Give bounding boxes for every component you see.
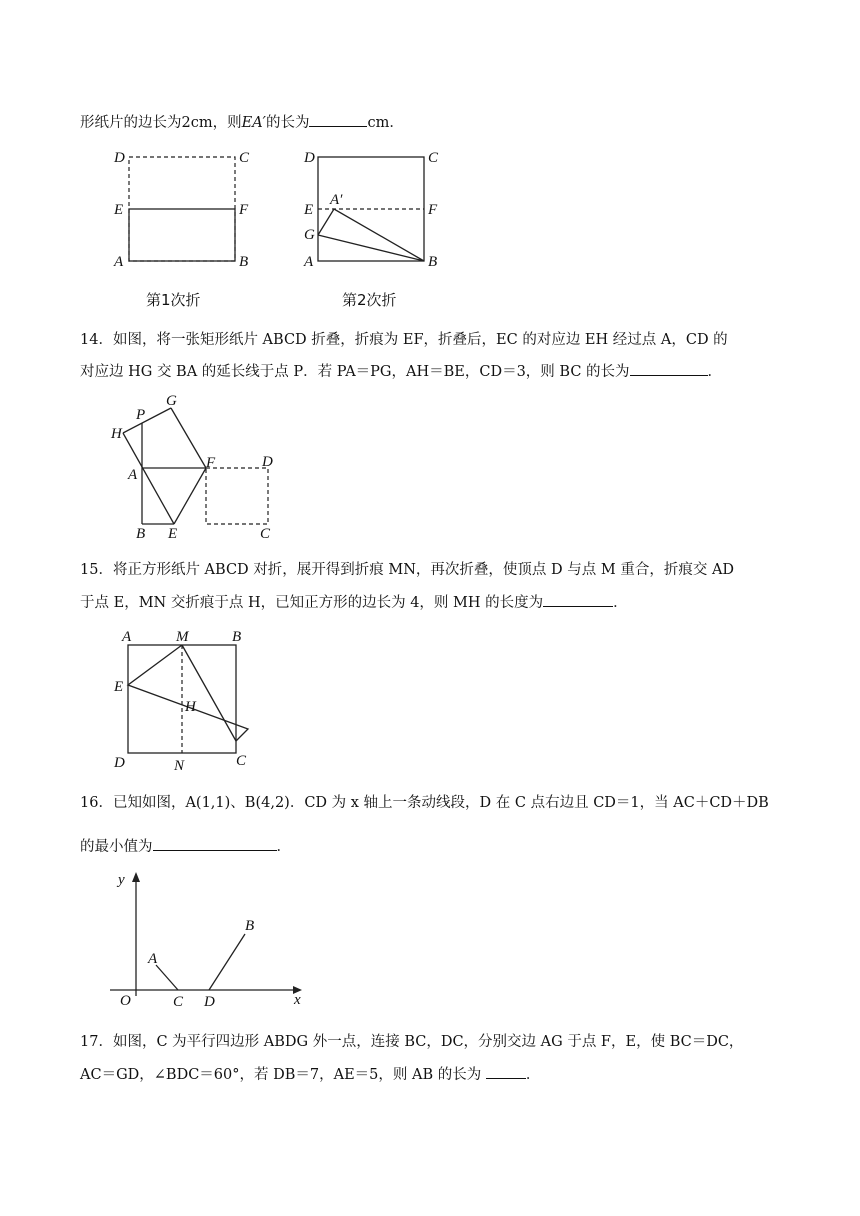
- q14-text-before: 对应边 HG 交 BA 的延长线于点 P．若 PA＝PG，AH＝BE，CD＝3，则 BC 的长为: [80, 364, 630, 380]
- q15-text-after: ．: [613, 595, 628, 611]
- q16-answer-blank[interactable]: [153, 836, 277, 851]
- q17-text-before: AC＝GD，∠BDC＝60°，若 DB＝7，AE＝5，则 AB 的长为: [80, 1067, 482, 1083]
- fig13-label-a1: A: [114, 254, 124, 270]
- q14-label-c: C: [260, 526, 271, 542]
- fig13-caption-1: 第1次折: [146, 291, 201, 309]
- fig13-rect-abfe: [129, 209, 235, 261]
- fig13-label-f1: F: [239, 202, 249, 218]
- q15-label-c: C: [236, 753, 247, 769]
- q14-label-e: E: [168, 526, 178, 542]
- q17-line-1: 17．如图，C 为平行四边形 ABDG 外一点，连接 BC，DC，分别交边 AG 于点 F，E，使 BC＝DC，: [80, 1034, 744, 1050]
- fig13-first-fold: [113, 150, 250, 309]
- fig13-label-b1: B: [239, 254, 249, 270]
- fig13-second-fold: [303, 150, 439, 309]
- q14-crease-ef: [174, 468, 206, 524]
- q16-label-o: O: [120, 993, 131, 1009]
- q14-label-h: H: [111, 426, 122, 442]
- q15-label-d: D: [114, 755, 125, 771]
- fig13-label-d1: D: [114, 150, 125, 166]
- q14-text-after: ．: [707, 364, 723, 380]
- q15-diagram: [110, 625, 270, 775]
- q14-label-g: G: [166, 393, 177, 409]
- q14-line-1: 14．如图，将一张矩形纸片 ABCD 折叠，折痕为 EF，折叠后，EC 的对应边 EH 经过点 A，CD 的: [80, 332, 728, 348]
- fig13-label-a2: A: [304, 254, 314, 270]
- q14-line-2: [80, 361, 780, 382]
- fig13-label-b2: B: [428, 254, 438, 270]
- q15-label-m: M: [176, 629, 189, 645]
- q16-label-d: D: [204, 994, 215, 1010]
- q16-label-c: C: [173, 994, 184, 1010]
- q17-line-2: [80, 1064, 780, 1085]
- q13-text-mid: 的长为: [265, 115, 310, 131]
- q15-line-1: 15．将正方形纸片 ABCD 对折，展开得到折痕 MN，再次折叠，使顶点 D 与点 M 重合，折痕交 AD: [80, 562, 735, 578]
- q14-label-a: A: [128, 467, 138, 483]
- q14-edge-hg: [123, 408, 171, 433]
- q15-label-b: B: [232, 629, 242, 645]
- q13-term: EA′: [241, 115, 266, 131]
- fig13-diagram: [100, 140, 460, 315]
- q14-diagram: [108, 395, 298, 545]
- fig13-label-d2: D: [304, 150, 315, 166]
- q16-label-x: x: [294, 992, 301, 1008]
- q14-label-b: B: [136, 526, 146, 542]
- q15-fold-edge: [182, 645, 236, 741]
- fig13-label-e2: E: [304, 202, 314, 218]
- q16-label-a: A: [148, 951, 158, 967]
- q13-text-before: 形纸片的边长为2cm，则: [80, 115, 242, 131]
- fig13-folded-triangle: [318, 209, 424, 261]
- q16-line-2: [80, 836, 780, 857]
- q15-fold-upper: [128, 645, 248, 741]
- q15-label-n: N: [174, 758, 185, 774]
- q15-text-before: 于点 E，MN 交折痕于点 H，已知正方形的边长为 4，则 MH 的长度为: [80, 595, 544, 611]
- q14-label-d: D: [262, 454, 273, 470]
- q15-label-h: H: [185, 699, 196, 715]
- q16-segment-db: [209, 934, 245, 990]
- q13-continuation: [80, 112, 780, 133]
- q14-answer-blank[interactable]: [630, 361, 708, 376]
- fig13-label-c2: C: [428, 150, 439, 166]
- q16-text-after: ．: [276, 839, 291, 855]
- fig13-label-f2: F: [428, 202, 438, 218]
- q16-text-before: 的最小值为: [80, 839, 153, 855]
- q14-label-p: P: [136, 407, 146, 423]
- q15-label-a: A: [122, 629, 132, 645]
- fig13-label-g2: G: [304, 227, 315, 243]
- q13-text-after: cm．: [367, 115, 404, 131]
- q16-label-y: y: [118, 872, 125, 888]
- q16-y-arrow: [132, 872, 140, 882]
- q15-answer-blank[interactable]: [543, 592, 613, 607]
- q17-text-after: ．: [525, 1067, 541, 1083]
- q15-label-e: E: [114, 679, 124, 695]
- fig13-caption-2: 第2次折: [342, 291, 397, 309]
- q16-line-1: 16．已知如图，A(1,1)、B(4,2)．CD 为 x 轴上一条动线段，D 在 C 点右边且 CD＝1，当 AC＋CD＋DB: [80, 795, 769, 811]
- q16-label-b: B: [245, 918, 255, 934]
- fig13-label-a-prime: A′: [330, 192, 343, 208]
- q14-label-f: F: [206, 455, 216, 471]
- fig13-label-c1: C: [239, 150, 250, 166]
- q13-answer-blank[interactable]: [309, 112, 367, 127]
- q17-answer-blank[interactable]: [486, 1064, 526, 1079]
- q14-edge-gf: [171, 408, 206, 468]
- fig13-label-e1: E: [114, 202, 124, 218]
- q16-diagram: [110, 868, 320, 1018]
- q14-unfolded-part: [206, 468, 268, 524]
- q15-line-2: [80, 592, 780, 613]
- q16-segment-ac: [156, 965, 178, 990]
